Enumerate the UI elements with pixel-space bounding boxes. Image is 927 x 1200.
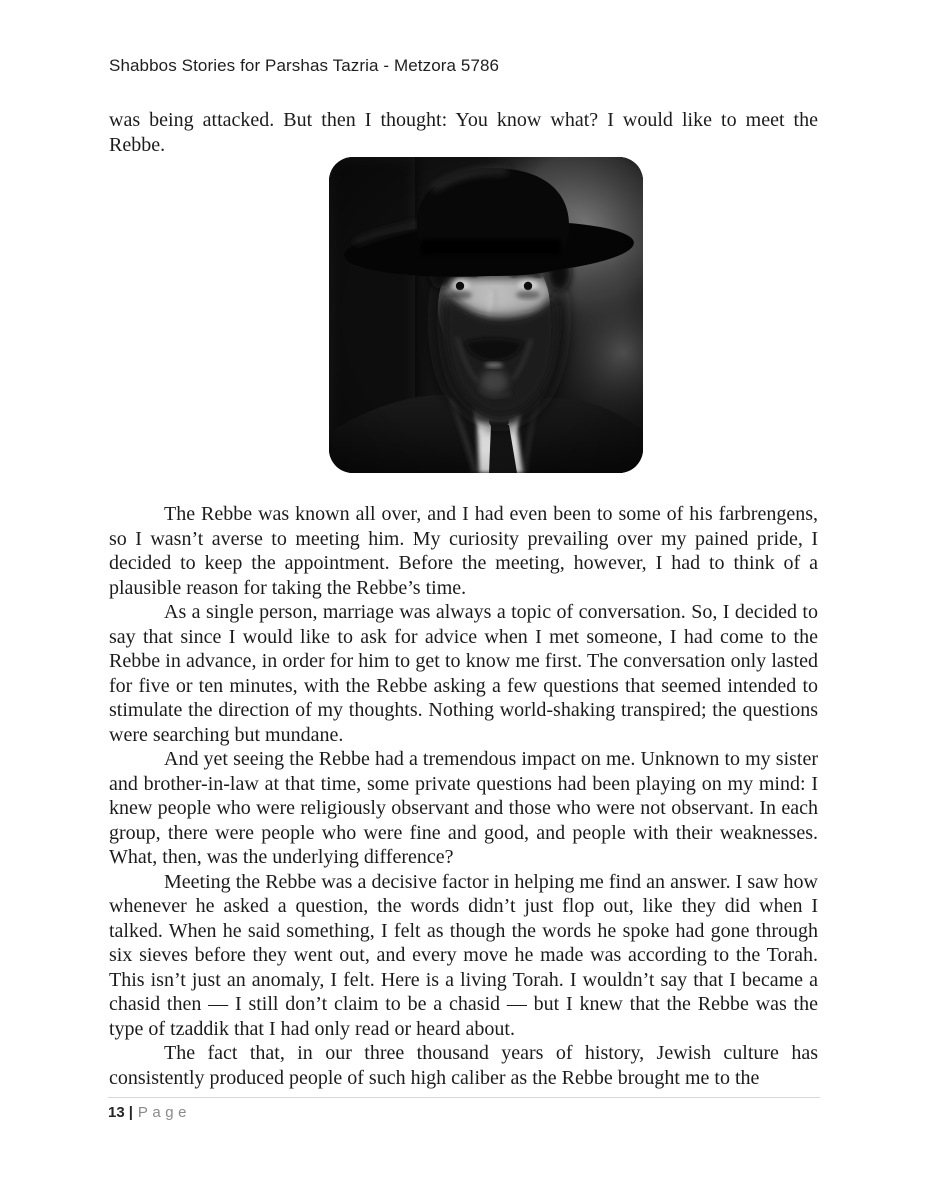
- paragraph: As a single person, marriage was always a topic of conversation. So, I decided to say that since I would like to ask for advice when I met someone, I had come to the Rebbe in advance, in order for him to get to know me first. The conversation only lasted for five or ten minutes, with the Rebbe asking a few questions that seemed intended to stimulate the direction of my thoughts. Nothing world-shaking transpired; the questions were searching but mundane.: [109, 601, 818, 746]
- paragraph: Meeting the Rebbe was a decisive factor in helping me find an answer. I saw how whenever he asked a question, the words didn’t just flop out, like they did when I talked. When he said something, I felt as though the words he spoke had gone through six sieves before they went out, and every move he made was according to the Torah. This isn’t just an anomaly, I felt. Here is a living Torah. I wouldn’t say that I became a chasid then — I still don’t claim to be a chasid — but I knew that the Rebbe was the type of tzaddik that I had only read or heard about.: [109, 870, 818, 1040]
- paragraph: was being attacked. But then I thought: You know what? I would like to meet the Rebbe.: [109, 109, 818, 156]
- footer-separator: |: [128, 1104, 133, 1121]
- footer-page-label: Page: [137, 1104, 191, 1121]
- rebbe-portrait-illustration: [329, 157, 643, 473]
- page-number: 13: [108, 1104, 125, 1121]
- paragraph: The fact that, in our three thousand years of history, Jewish culture has consistently produced people of such high caliber as the Rebbe brought me to the: [109, 1042, 818, 1089]
- paragraph: The Rebbe was known all over, and I had even been to some of his farbrengens, so I wasn’t averse to meeting him. My curiosity prevailing over my pained pride, I decided to keep the appointment. Before the meeting, however, I had to think of a plausible reason for taking the Rebbe’s time.: [109, 503, 818, 599]
- document-footer: [108, 1097, 820, 1122]
- paragraph: And yet seeing the Rebbe had a tremendous impact on me. Unknown to my sister and brother-in-law at that time, some private questions had been playing on my mind: I knew people who were religiously observant and those who were not observant. In each group, there were people who were fine and good, and people with their weaknesses. What, then, was the underlying difference?: [109, 748, 818, 868]
- rebbe-portrait-photo: [329, 157, 643, 473]
- document-header: [109, 55, 818, 77]
- header-title: Shabbos Stories for Parshas Tazria - Metzora 5786: [109, 56, 500, 75]
- document-body: [109, 108, 818, 1090]
